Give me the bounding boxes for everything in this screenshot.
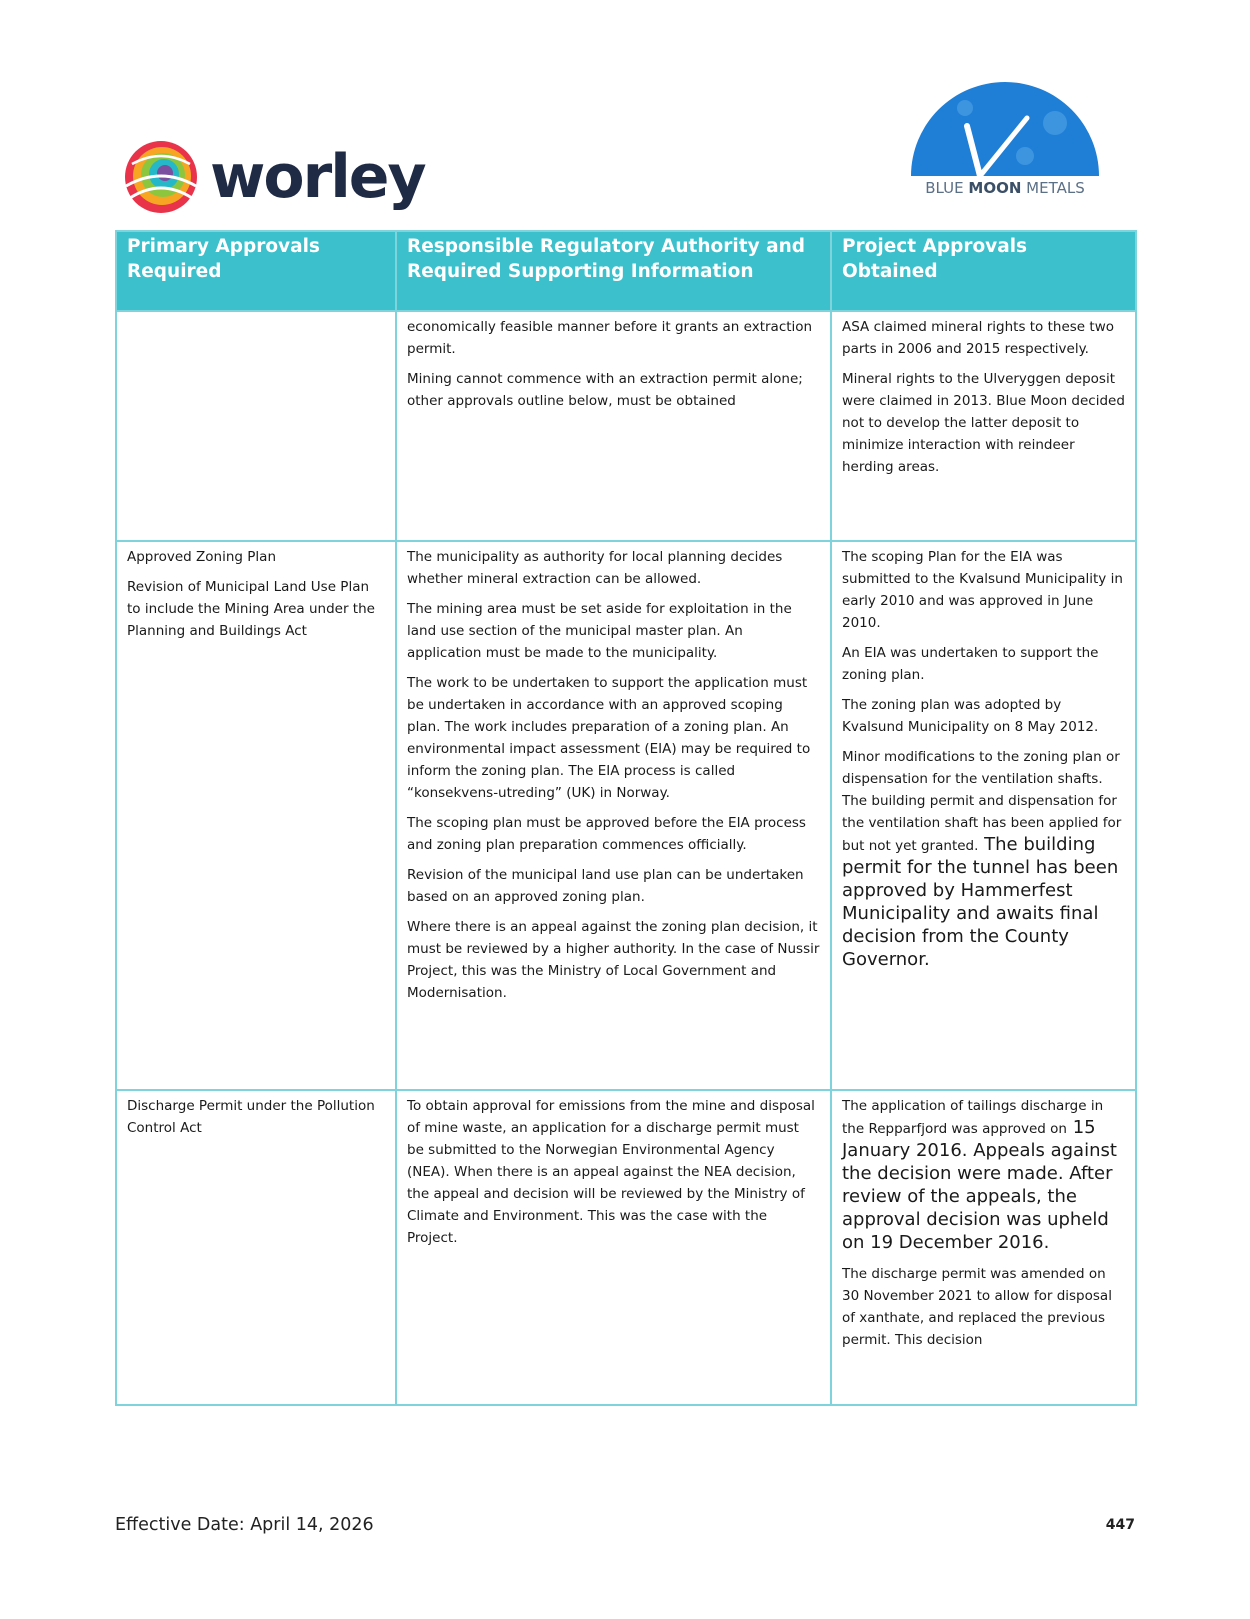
blue-moon-word-metals: METALS [1026,179,1085,197]
paragraph: Mining cannot commence with an extraction permit alone; other approvals outline below, must be obtained [407,371,803,409]
paragraph: The municipality as authority for local planning decides whether mineral extraction can be allowed. [407,549,783,587]
paragraph [842,746,1125,972]
cell-regulatory-authority [396,1090,831,1405]
table-row [116,1090,1136,1405]
approvals-table [115,230,1137,1406]
table-row [116,311,1136,541]
paragraph: The scoping Plan for the EIA was submitted to the Kvalsund Municipality in early 2010 and was approved in June 2010. [842,549,1123,631]
moon-clock-icon [905,78,1105,178]
header-primary-approvals: Primary Approvals Required [116,231,396,311]
blue-moon-metals-logo [905,78,1105,208]
blue-moon-word-blue: BLUE [925,179,964,197]
cell-regulatory-authority [396,541,831,1090]
table-row [116,541,1136,1090]
cell-primary-approvals [116,1090,396,1405]
paragraph: Revision of Municipal Land Use Plan to include the Mining Area under the Planning and Buildings Act [127,579,375,639]
page-number: 447 [1105,1517,1135,1533]
paragraph: The work to be undertaken to support the application must be undertaken in accordance with an approved scoping plan. The work includes preparation of a zoning plan. An environmental impact assessment (EIA) may be required to inform the zoning plan. The EIA process is called “konsekvens-utreding” (UK) in Norway. [407,675,811,801]
worley-logo [122,132,442,222]
worley-swirl-icon [122,138,200,216]
text-run-large: 15 January 2016. Appeals against the decision were made. After review of the appeals, the approval decision was upheld on 19 December 2016. [842,1117,1117,1253]
header-approvals-obtained: Project Approvals Obtained [831,231,1136,311]
paragraph: The mining area must be set aside for exploitation in the land use section of the municipal master plan. An application must be made to the municipality. [407,601,792,661]
cell-approvals-obtained [831,311,1136,541]
cell-approvals-obtained [831,541,1136,1090]
cell-regulatory-authority [396,311,831,541]
header-regulatory-authority: Responsible Regulatory Authority and Required Supporting Information [396,231,831,311]
paragraph: To obtain approval for emissions from the mine and disposal of mine waste, an application for a discharge permit must be submitted to the Norwegian Environmental Agency (NEA). When there is an appeal against the NEA decision, the appeal and decision will be reviewed by the Ministry of Climate and Environment. This was the case with the Project. [407,1098,815,1246]
paragraph: Mineral rights to the Ulveryggen deposit were claimed in 2013. Blue Moon decided not to develop the latter deposit to minimize interaction with reindeer herding areas. [842,371,1125,475]
cell-approvals-obtained [831,1090,1136,1405]
paragraph: The discharge permit was amended on 30 November 2021 to allow for disposal of xanthate, and replaced the previous permit. This decision [842,1266,1112,1348]
paragraph: Revision of the municipal land use plan can be undertaken based on an approved zoning plan. [407,867,804,905]
paragraph: Approved Zoning Plan [127,549,276,565]
paragraph: The scoping plan must be approved before the EIA process and zoning plan preparation commences officially. [407,815,806,853]
text-run-large: The building permit for the tunnel has been approved by Hammerfest Municipality and awaits final decision from the County Governor. [842,834,1119,970]
paragraph: The zoning plan was adopted by Kvalsund Municipality on 8 May 2012. [842,697,1099,735]
blue-moon-word-moon: MOON [968,179,1022,197]
effective-date: Effective Date: April 14, 2026 [115,1515,374,1535]
paragraph: Discharge Permit under the Pollution Control Act [127,1098,375,1136]
paragraph: economically feasible manner before it grants an extraction permit. [407,319,813,357]
text-run: The application of tailings discharge in the Repparfjord was approved on [842,1098,1104,1137]
paragraph [842,1095,1125,1255]
paragraph: ASA claimed mineral rights to these two parts in 2006 and 2015 respectively. [842,319,1114,357]
table-header-row [116,231,1136,311]
paragraph: Where there is an appeal against the zoning plan decision, it must be reviewed by a higher authority. In the case of Nussir Project, this was the Ministry of Local Government and Modernisation. [407,919,820,1001]
worley-wordmark: worley [210,142,425,212]
cell-primary-approvals [116,541,396,1090]
paragraph: An EIA was undertaken to support the zoning plan. [842,645,1099,683]
cell-primary-approvals [116,311,396,541]
text-run: Minor modifications to the zoning plan or dispensation for the ventilation shafts. The building permit and dispensation for the ventilation shaft has been applied for but not yet granted. [842,749,1122,854]
